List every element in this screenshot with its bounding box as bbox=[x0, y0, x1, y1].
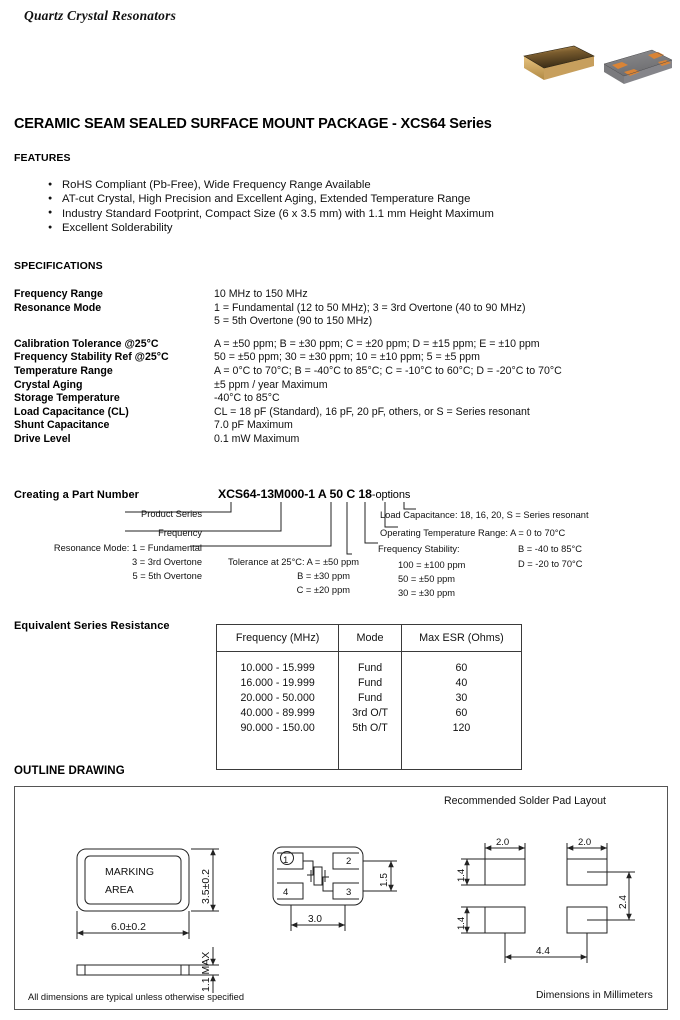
table-row bbox=[14, 379, 674, 393]
callout-tolerance: Tolerance at 25°C: A = ±50 ppm bbox=[228, 557, 360, 567]
table-row bbox=[217, 652, 522, 676]
spec-value: 10 MHz to 150 MHz bbox=[214, 288, 308, 300]
cell-mode: Fund bbox=[339, 652, 402, 676]
spec-value: 1 = Fundamental (12 to 50 MHz); 3 = 3rd Overtone (40 to 90 MHz) bbox=[214, 301, 526, 314]
specifications-heading: SPECIFICATIONS bbox=[14, 260, 103, 272]
spec-key: Load Capacitance (CL) bbox=[14, 405, 129, 418]
callout-tolerance-3: C = ±20 ppm bbox=[296, 585, 350, 595]
spec-value: 7.0 pF Maximum bbox=[214, 419, 293, 432]
callout-product-series: Product Series bbox=[141, 509, 202, 519]
solder-pad-bl bbox=[485, 907, 525, 933]
pin-label-1: 1 bbox=[283, 855, 289, 866]
callout-operating-temp-3: D = -20 to 70°C bbox=[518, 559, 583, 569]
list-item: ● AT-cut Crystal, High Precision and Excellent Aging, Extended Temperature Range bbox=[62, 192, 662, 206]
spec-value: 50 = ±50 ppm; 30 = ±30 ppm; 10 = ±10 ppm; 5 = ±5 ppm bbox=[214, 351, 480, 364]
callout-tolerance-2: B = ±30 ppm bbox=[297, 571, 350, 581]
dim-thickness-label: 1.1 MAX bbox=[200, 951, 212, 992]
specifications-table bbox=[14, 288, 674, 447]
outline-drawing-svg bbox=[15, 787, 665, 1007]
callout-resonance-mode-2: 3 = 3rd Overtone bbox=[131, 557, 202, 567]
spec-value: -40°C to 85°C bbox=[214, 392, 280, 405]
filler-cell bbox=[401, 735, 521, 770]
pin-label-3: 3 bbox=[346, 887, 352, 898]
features-list bbox=[40, 178, 662, 236]
callout-frequency-stability: Frequency Stability: bbox=[378, 544, 460, 554]
pad-height-2-label: 1.4 bbox=[456, 916, 467, 930]
marking-area-label-1: MARKING bbox=[105, 866, 155, 878]
dim-width-label: 6.0±0.2 bbox=[111, 921, 146, 933]
spec-value: A = ±50 ppm; B = ±30 ppm; C = ±20 ppm; D = ±15 ppm; E = ±10 ppm bbox=[214, 337, 540, 350]
spec-value: ±5 ppm / year Maximum bbox=[214, 378, 328, 391]
table-row bbox=[217, 690, 522, 705]
table-row bbox=[14, 338, 674, 352]
spec-value: 5 = 5th Overtone (90 to 150 MHz) bbox=[214, 315, 373, 328]
esr-heading: Equivalent Series Resistance bbox=[14, 620, 170, 632]
cell-max-esr: 30 bbox=[455, 691, 468, 704]
esr-table bbox=[216, 624, 522, 770]
table-row bbox=[14, 433, 674, 447]
spec-value: 0.1 mW Maximum bbox=[214, 432, 300, 445]
spec-key: Frequency Stability Ref @25°C bbox=[14, 351, 169, 364]
cell-mode: Fund bbox=[339, 690, 402, 705]
pin-label-2: 2 bbox=[346, 856, 352, 867]
spec-key: Resonance Mode bbox=[14, 301, 102, 314]
spec-key: Calibration Tolerance @25°C bbox=[14, 337, 159, 350]
photo-top-view bbox=[524, 46, 594, 80]
callout-operating-temp-2: B = -40 to 85°C bbox=[518, 544, 582, 554]
part-number-code: XCS64-13M000-1 A 50 C 18 bbox=[218, 487, 372, 501]
table-row bbox=[14, 365, 674, 379]
cell-frequency: 20.000 - 50.000 bbox=[217, 690, 339, 705]
callout-resonance-mode: Resonance Mode: 1 = Fundamental bbox=[53, 543, 202, 553]
table-row bbox=[14, 288, 674, 302]
table-row bbox=[14, 392, 674, 406]
list-item: ● RoHS Compliant (Pb-Free), Wide Frequency Range Available bbox=[62, 178, 662, 192]
spec-key: Frequency Range bbox=[14, 288, 103, 300]
callout-load-capacitance: Load Capacitance: 18, 16, 20, S = Series resonant bbox=[380, 510, 589, 520]
pad-width-1-label: 2.0 bbox=[496, 837, 510, 848]
dim-pin-pitch-y-label: 1.5 bbox=[379, 873, 390, 887]
spec-key: Drive Level bbox=[14, 432, 71, 445]
list-item: ● Excellent Solderability bbox=[62, 221, 662, 235]
package-outline-top bbox=[77, 849, 189, 911]
cell-mode: 5th O/T bbox=[339, 720, 402, 735]
table-row bbox=[14, 351, 674, 365]
spacer-cell bbox=[14, 329, 214, 338]
cell-mode: 3rd O/T bbox=[339, 705, 402, 720]
cell-frequency: 10.000 - 15.999 bbox=[217, 652, 339, 676]
column-header-max-esr: Max ESR (Ohms) bbox=[401, 625, 521, 652]
cell-max-esr: 120 bbox=[452, 721, 471, 734]
product-photo-group bbox=[512, 36, 672, 98]
table-row bbox=[14, 419, 674, 433]
marking-area-label-2: AREA bbox=[105, 884, 134, 896]
marking-area-rect bbox=[85, 856, 181, 904]
spec-key bbox=[14, 315, 214, 329]
column-header-frequency: Frequency (MHz) bbox=[217, 625, 339, 652]
part-number-options: -options bbox=[371, 489, 411, 501]
cell-frequency: 40.000 - 89.999 bbox=[217, 705, 339, 720]
spec-key: Crystal Aging bbox=[14, 378, 83, 391]
callout-resonance-mode-3: 5 = 5th Overtone bbox=[132, 571, 202, 581]
callout-frequency: Frequency bbox=[158, 528, 202, 538]
callout-freq-stab-2: 50 = ±50 ppm bbox=[398, 574, 456, 584]
table-row bbox=[14, 406, 674, 420]
list-item: ● Industry Standard Footprint, Compact Size (6 x 3.5 mm) with 1.1 mm Height Maximum bbox=[62, 207, 662, 221]
page-title: CERAMIC SEAM SEALED SURFACE MOUNT PACKAGE - XCS64 Series bbox=[14, 116, 492, 132]
pad-width-2-label: 2.0 bbox=[578, 837, 592, 848]
outline-drawing-heading: OUTLINE DRAWING bbox=[14, 765, 125, 777]
pin-pad-4 bbox=[277, 883, 303, 899]
features-heading: FEATURES bbox=[14, 152, 71, 164]
table-spacer bbox=[14, 329, 674, 338]
package-side-profile bbox=[77, 965, 189, 975]
cell-frequency: 90.000 - 150.00 bbox=[217, 720, 339, 735]
cell-max-esr: 60 bbox=[455, 706, 468, 719]
table-row bbox=[217, 675, 522, 690]
pad-span-y-label: 2.4 bbox=[618, 895, 629, 909]
cell-frequency: 16.000 - 19.999 bbox=[217, 675, 339, 690]
part-number-heading: Creating a Part Number bbox=[14, 489, 140, 501]
spec-key: Shunt Capacitance bbox=[14, 419, 110, 432]
outline-units: Dimensions in Millimeters bbox=[536, 990, 653, 1001]
dim-pin-pitch-x-label: 3.0 bbox=[308, 914, 322, 925]
pad-height-1-label: 1.4 bbox=[456, 868, 467, 882]
table-row bbox=[217, 720, 522, 735]
pin-label-4: 4 bbox=[283, 887, 289, 898]
solder-pad-tl bbox=[485, 859, 525, 885]
document-title: Quartz Crystal Resonators bbox=[24, 8, 177, 23]
table-row bbox=[217, 705, 522, 720]
table-row bbox=[14, 302, 674, 316]
pad-span-x-label: 4.4 bbox=[536, 946, 550, 957]
cell-mode: Fund bbox=[339, 675, 402, 690]
outline-drawing-panel bbox=[14, 786, 668, 1010]
spacer-cell bbox=[214, 329, 674, 338]
cell-max-esr: 40 bbox=[455, 676, 468, 689]
table-row-filler bbox=[217, 735, 522, 770]
filler-cell bbox=[339, 735, 402, 770]
dim-height-label: 3.5±0.2 bbox=[200, 869, 212, 904]
spec-key: Temperature Range bbox=[14, 364, 113, 377]
photo-bottom-view bbox=[604, 50, 672, 84]
table-row bbox=[14, 315, 674, 329]
callout-freq-stab-3: 30 = ±30 ppm bbox=[398, 588, 456, 598]
spec-value: A = 0°C to 70°C; B = -40°C to 85°C; C = -10°C to 60°C; D = -20°C to 70°C bbox=[214, 364, 562, 377]
cell-max-esr: 60 bbox=[455, 661, 468, 674]
callout-freq-stab-1: 100 = ±100 ppm bbox=[398, 560, 466, 570]
filler-cell bbox=[217, 735, 339, 770]
solder-pad-layout-title: Recommended Solder Pad Layout bbox=[444, 795, 606, 807]
table-header-row bbox=[217, 625, 522, 652]
outline-note: All dimensions are typical unless otherwise specified bbox=[28, 992, 244, 1002]
column-header-mode: Mode bbox=[339, 625, 402, 652]
product-photos-svg bbox=[512, 36, 672, 98]
spec-value: CL = 18 pF (Standard), 16 pF, 20 pF, others, or S = Series resonant bbox=[214, 405, 530, 418]
callout-operating-temp: Operating Temperature Range: A = 0 to 70°C bbox=[380, 528, 566, 538]
crystal-symbol bbox=[314, 867, 322, 885]
spec-key: Storage Temperature bbox=[14, 392, 120, 405]
